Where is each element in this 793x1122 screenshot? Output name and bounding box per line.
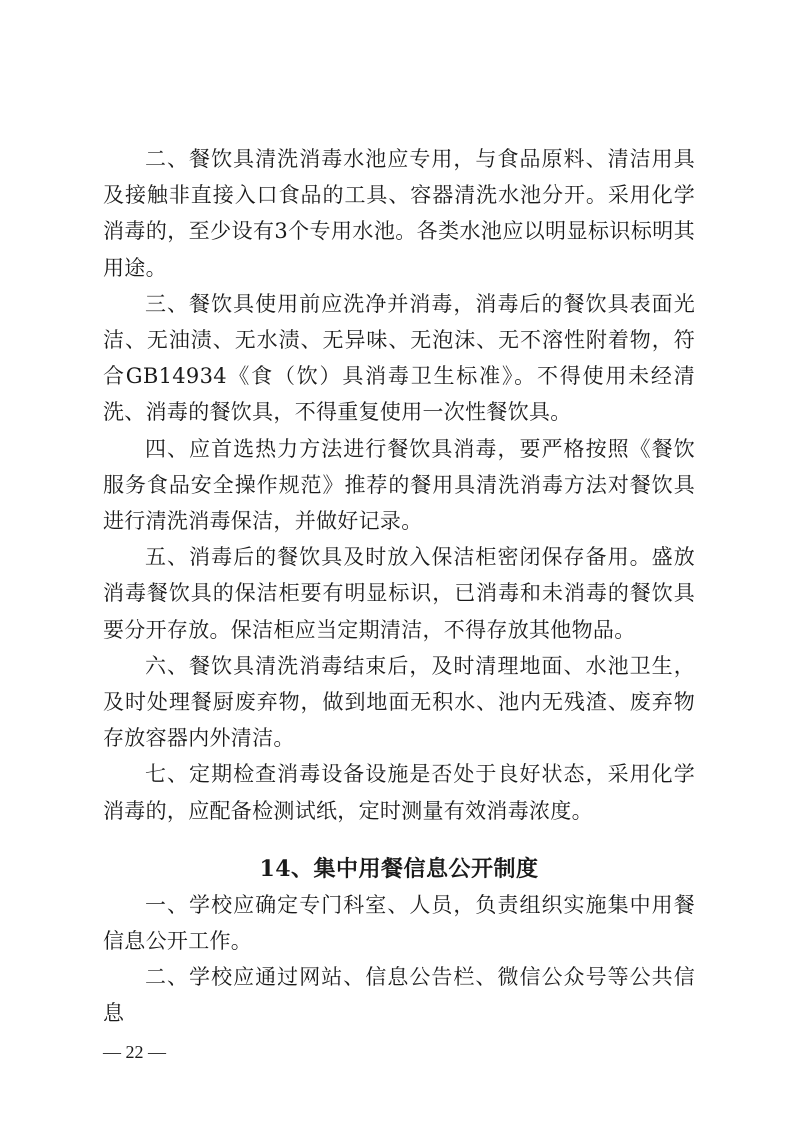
page-number: — 22 — bbox=[103, 1042, 166, 1062]
paragraph-cleanup: 六、餐饮具清洗消毒结束后，及时清理地面、水池卫生，及时处理餐厨废弃物，做到地面无积水、池内无残渣、废弃物存放容器内外清洁。 bbox=[103, 653, 695, 751]
paragraph-info-staff: 一、学校应确定专门科室、人员，负责组织实施集中用餐信息公开工作。 bbox=[103, 892, 695, 954]
paragraph-info-channels: 二、学校应通过网站、信息公告栏、微信公众号等公共信息 bbox=[103, 965, 695, 1026]
paragraph-cabinet-storage: 五、消毒后的餐饮具及时放入保洁柜密闭保存备用。盛放消毒餐饮具的保洁柜要有明显标识，已消毒和未消毒的餐饮具要分开存放。保洁柜应当定期清洁，不得存放其他物品。 bbox=[103, 545, 695, 642]
paragraph-equipment-check: 七、定期检查消毒设备设施是否处于良好状态，采用化学消毒的，应配备检测试纸，定时测量有效消毒浓度。 bbox=[103, 762, 695, 823]
paragraph-sink-dedicated: 二、餐饮具清洗消毒水池应专用，与食品原料、清洁用具及接触非直接入口食品的工具、容器清洗水池分开。采用化学消毒的，至少设有3个专用水池。各类水池应以明显标识标明其用途。 bbox=[103, 147, 695, 280]
paragraph-disinfection-standard: 三、餐饮具使用前应洗净并消毒，消毒后的餐饮具表面光洁、无油渍、无水渍、无异味、无泡沫、无不溶性附着物，符合GB14934《食（饮）具消毒卫生标准》。不得使用未经清洗、消毒的餐饮具，不得重复使用一次性餐饮具。 bbox=[103, 291, 695, 425]
paragraph-thermal-method: 四、应首选热力方法进行餐饮具消毒，要严格按照《餐饮服务食品安全操作规范》推荐的餐用具清洗消毒方法对餐饮具进行清洗消毒保洁，并做好记录。 bbox=[103, 436, 695, 534]
document-body bbox=[103, 141, 695, 1032]
section-heading: 14、集中用餐信息公开制度 bbox=[259, 855, 539, 882]
